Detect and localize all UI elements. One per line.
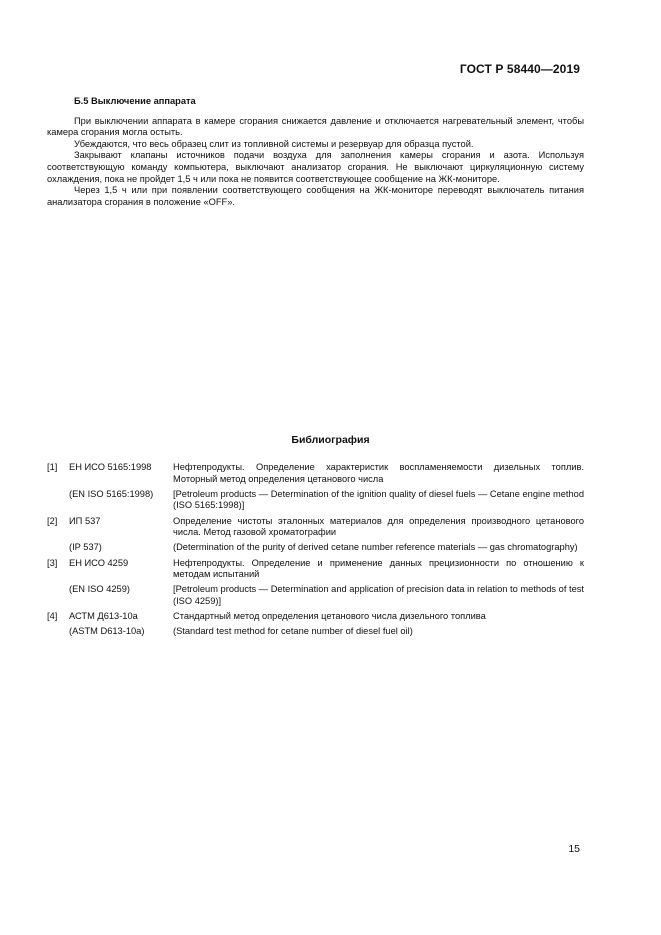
entry-title: [Petroleum products — Determination of the ignition quality of diesel fuels — Cetane engine method (ISO 5165:1998)]: [173, 488, 584, 511]
section-b5: [47, 96, 584, 208]
entry-title: [Petroleum products — Determination and application of precision data in relation to methods of test (ISO 4259)]: [173, 584, 584, 606]
entry-title: Нефтепродукты. Определение и применение данных прецизионности по отношению к методам испытаний: [173, 557, 584, 580]
entry-title: Стандартный метод определения цетанового числа дизельного топлива: [173, 611, 486, 622]
bibliography-entry: [47, 462, 584, 485]
paragraph: При выключении аппарата в камере сгорания снижается давление и отключается нагревательный элемент, чтобы камера сгорания могла остыть.: [47, 115, 584, 138]
entry-title: (Determination of the purity of derived cetane number reference materials — gas chromatography): [173, 542, 578, 553]
entry-number: [2]: [47, 515, 58, 526]
paragraph: Убеждаются, что весь образец слит из топливной системы и резервуар для образца пустой.: [74, 138, 474, 149]
bibliography-title: Библиография: [291, 434, 370, 446]
entry-title: Определение чистоты эталонных материалов для определения производного цетанового числа. Метод газовой хроматографии: [173, 515, 584, 538]
entry-number: [47, 584, 69, 607]
document-id: ГОСТ Р 58440—2019: [459, 62, 580, 76]
page-number: 15: [568, 843, 580, 855]
bibliography-entry: [47, 626, 584, 638]
entry-number: [1]: [47, 462, 58, 472]
entry-number: [47, 542, 69, 554]
entry-number: [3]: [47, 557, 58, 568]
entry-code: (EN ISO 5165:1998): [69, 488, 154, 499]
paragraph: Закрывают клапаны источников подачи воздуха для заполнения камеры сгорания и азота. Используя соответствующую команду компьютера, выключают анализатор сгорания. Не выключают циркуляционную систему охлаждения, пока не пройдет 1,5 ч или пока не появится соответствующее сообщение на ЖК-мониторе.: [47, 150, 584, 184]
bibliography-entry: [47, 611, 584, 623]
entry-number: [4]: [47, 611, 58, 622]
entry-code: (EN ISO 4259): [69, 584, 130, 595]
bibliography-list: [47, 462, 584, 641]
entry-code: (IP 537): [69, 542, 102, 553]
paragraph: Через 1,5 ч или при появлении соответствующего сообщения на ЖК-мониторе переводят выключатель питания анализатора сгорания в положение «OFF».: [47, 185, 584, 207]
entry-code: ЕН ИСО 4259: [69, 557, 129, 568]
bibliography-entry: [47, 584, 584, 607]
entry-code: (ASTM D613-10a): [69, 626, 145, 637]
entry-code: ЕН ИСО 5165:1998: [69, 462, 152, 472]
bibliography-entry: [47, 516, 584, 539]
entry-code: АСТМ Д613-10а: [69, 611, 138, 622]
entry-number: [47, 626, 69, 638]
section-heading: Б.5 Выключение аппарата: [74, 96, 196, 106]
entry-code: ИП 537: [69, 515, 101, 526]
bibliography-entry: [47, 542, 584, 554]
entry-title: Нефтепродукты. Определение характеристик воспламеняемости дизельных топлив. Моторный метод определения цетанового числа: [173, 462, 584, 484]
entry-number: [47, 489, 69, 512]
bibliography-entry: [47, 558, 584, 581]
entry-title: (Standard test method for cetane number of diesel fuel oil): [173, 626, 413, 637]
bibliography-entry: [47, 489, 584, 512]
